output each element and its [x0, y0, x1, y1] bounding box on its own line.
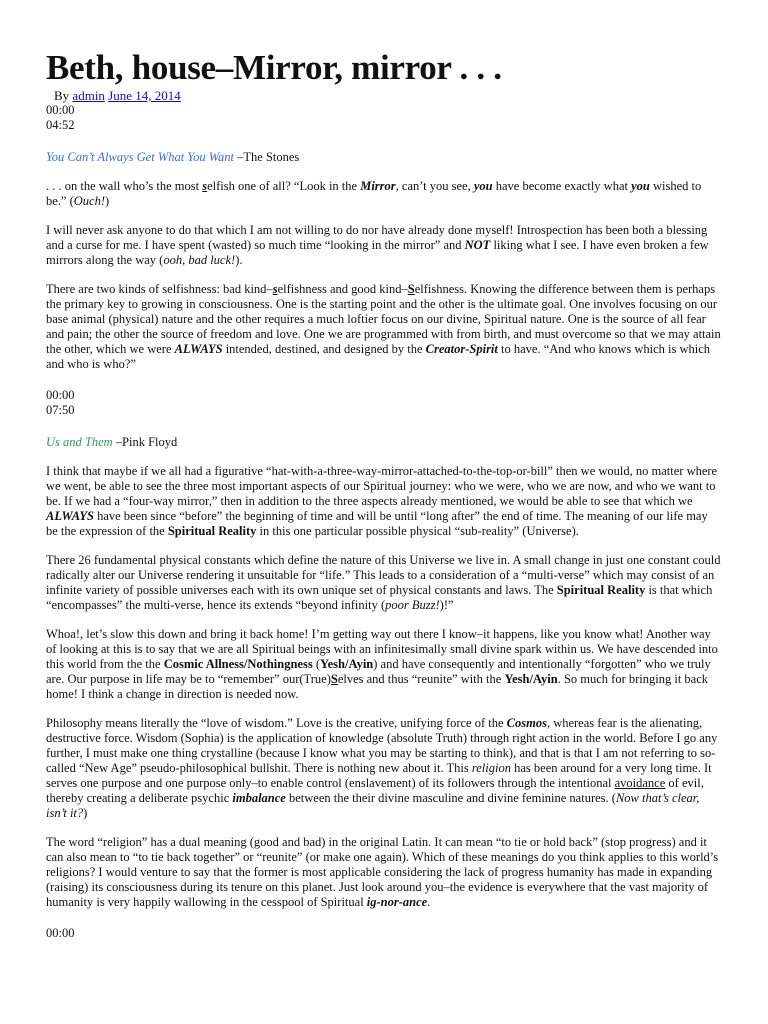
text: The word “religion” has a dual meaning (good and bad) in the original Latin. It can mean “to tie or hold back” (stop progress) and it can also mean to “to tie back together” or “reunite” (or make one again). Which of these meanings do you think applies to this world’s religions? I would venture to say that the former is most applicable considering the lack of progress humanity has made in expanding (raising) its consciousness during its tenure on this planet. Just look around you–the evidence is everywhere that the vast majority of humanity is very happily wallowing in the cesspool of Spiritual	[46, 835, 719, 909]
text: I think that maybe if we all had a figurative “hat-with-a-three-way-mirror-attached-to-the-top-or-bill” then we would, no matter where we went, be able to see the three most important aspects of our Spiritual journey: who we were, who we are now, and who we want to be. If we had a “four-way mirror,” then in addition to the three aspects already mentioned, we would be able to see that which we	[46, 464, 718, 508]
emphasis: s	[202, 179, 208, 193]
song-artist: –The Stones	[234, 150, 300, 164]
emphasis: Cosmic Allness/Nothingness	[163, 657, 313, 671]
text: Philosophy means literally the “love of wisdom.” Love is the creative, unifying force of the	[46, 716, 507, 730]
emphasis: ALWAYS	[46, 509, 94, 523]
text: There are two kinds of selfishness: bad kind–	[46, 282, 273, 296]
text: )!”	[439, 598, 454, 612]
emphasis: Yesh/Ayin	[504, 672, 558, 686]
emphasis: ALWAYS	[174, 342, 223, 356]
text: is that which “encompasses” the multi-verse, hence its extends “beyond infinity (	[46, 583, 713, 612]
player-current-time: 00:00	[46, 388, 75, 402]
emphasis: Yesh/Ayin	[319, 657, 374, 671]
text: elfishness. Knowing the difference between them is perhaps the primary key to growing in consciousness. One is the starting point and the other is the ultimate goal. One involves focusing on our base animal (physical) nature and the other requires a much loftier focus on our divine, Spiritual nature. One is the source of all fear and pain; the other the source of freedom and love. One we are programmed with from birth, and must overcome so that we may attain the other, which we were	[46, 282, 721, 356]
text: have become exactly what	[492, 179, 632, 193]
song-credit-2	[46, 434, 722, 450]
text: I will never ask anyone to do that which I am not willing to do nor have already done myself! Introspection has been both a blessing and a curse for me. I have spent (wasted) so much time “looking in the mirror” and	[46, 223, 708, 252]
article-title: Beth, house–Mirror, mirror . . .	[46, 48, 502, 87]
text: in this one particular possible physical “sub-reality” (Universe).	[256, 524, 579, 538]
song-artist: –Pink Floyd	[112, 435, 178, 449]
emphasis: imbalance	[232, 791, 286, 805]
text: between the their divine masculine and divine feminine natures. (	[285, 791, 616, 805]
player-duration: 07:50	[46, 403, 75, 417]
author-link[interactable]: admin	[72, 88, 105, 103]
text: . So much for bringing it back home! I think a change in direction is needed now.	[46, 672, 709, 701]
emphasis: NOT	[464, 238, 491, 252]
text: )	[83, 806, 88, 820]
emphasis: you	[631, 179, 650, 193]
emphasis: Cosmos	[506, 716, 547, 730]
emphasis: poor Buzz!	[385, 598, 440, 612]
text: There 26 fundamental physical constants which define the nature of this Universe we live in. A small change in just one constant could radically alter our Universe rendering it unsuitable for “life.” This leads to a consideration of a “multi-verse” which may consist of an infinite variety of possible universes each with its own unique set of physical constants and laws. The	[46, 553, 721, 597]
text: wished to be.” (	[46, 179, 702, 208]
text: Whoa!, let’s slow this down and bring it back home! I’m getting way out there I know–it happens, like you know what! Another way of looking at this is to say that we are all Spiritual beings with an infinitesimally small divine spark within us. We have descended into this world from the the	[46, 627, 718, 671]
emphasis: religion	[471, 761, 511, 775]
emphasis: you	[473, 179, 493, 193]
emphasis: s	[272, 282, 278, 296]
audio-player-2[interactable]	[46, 388, 722, 418]
text: elfishness and good kind–	[277, 282, 408, 296]
emphasis: S	[407, 282, 415, 296]
emphasis: Spiritual Reality	[167, 524, 257, 538]
emphasis: Creator-Spirit	[425, 342, 498, 356]
song-title: Us and Them	[46, 435, 113, 449]
date-link[interactable]: June 14, 2014	[108, 88, 181, 103]
emphasis: ooh, bad luck!	[163, 253, 236, 267]
player-current-time: 00:00	[46, 926, 75, 940]
text: have been since “before” the beginning of time and will be until “long after” the end of time. The meaning of our life may be the expression of the	[46, 509, 708, 538]
song-credit-1	[46, 149, 722, 165]
paragraph-4	[46, 464, 722, 539]
text: elfish one of all? “Look in the	[207, 179, 361, 193]
byline	[46, 88, 722, 103]
player-duration: 04:52	[46, 118, 75, 132]
paragraph-6	[46, 627, 722, 702]
text: (	[312, 657, 320, 671]
emphasis: S	[330, 672, 338, 686]
player-current-time: 00:00	[46, 103, 75, 117]
audio-player-3[interactable]	[46, 926, 722, 941]
paragraph-3	[46, 282, 722, 372]
byline-by: By	[54, 88, 70, 103]
text: )	[105, 194, 110, 208]
paragraph-8	[46, 835, 722, 910]
text: .	[427, 895, 431, 909]
text: , can’t you see,	[395, 179, 474, 193]
text: of evil, thereby creating a deliberate psychic	[46, 776, 704, 805]
text: . . . on the wall who’s the most	[46, 179, 203, 193]
paragraph-1	[46, 179, 722, 209]
emphasis: ig-nor-ance	[366, 895, 428, 909]
text: liking what I see. I have even broken a few mirrors along the way (	[46, 238, 709, 267]
emphasis: Mirror	[360, 179, 396, 193]
text: ).	[235, 253, 243, 267]
text: ) and have consequently and intentionally “forgotten” who we truly are. Our purpose in life may be to “remember” our(True)	[46, 657, 711, 686]
emphasis: Ouch!	[73, 194, 106, 208]
paragraph-7	[46, 716, 722, 821]
text: has been around for a very long time. It serves one purpose and one purpose only–to enable control (enslavement) of its followers through the intentional	[46, 761, 712, 790]
emphasis: Spiritual Reality	[556, 583, 646, 597]
paragraph-5	[46, 553, 722, 613]
audio-player-1[interactable]	[46, 103, 722, 133]
text: , whereas fear is the alienating, destructive force. Wisdom (Sophia) is the application of knowledge (absolute Truth) through right action in the world. Before I go any further, I must make one thing crystalline (because I know what you may be starting to think), and that is that I am not referring to so-called “New Age” pseudo-philosophical bullshit. There is nothing new about it. This	[46, 716, 718, 775]
song-title: You Can’t Always Get What You Want	[46, 150, 235, 164]
text: to have. “And who knows which is which and who is who?”	[46, 342, 711, 371]
emphasis: Now that’s clear, isn’t it?	[46, 791, 700, 820]
emphasis: avoidance	[614, 776, 666, 790]
paragraph-2	[46, 223, 722, 268]
text: intended, destined, and designed by the	[222, 342, 426, 356]
text: elves and thus “reunite” with the	[337, 672, 505, 686]
